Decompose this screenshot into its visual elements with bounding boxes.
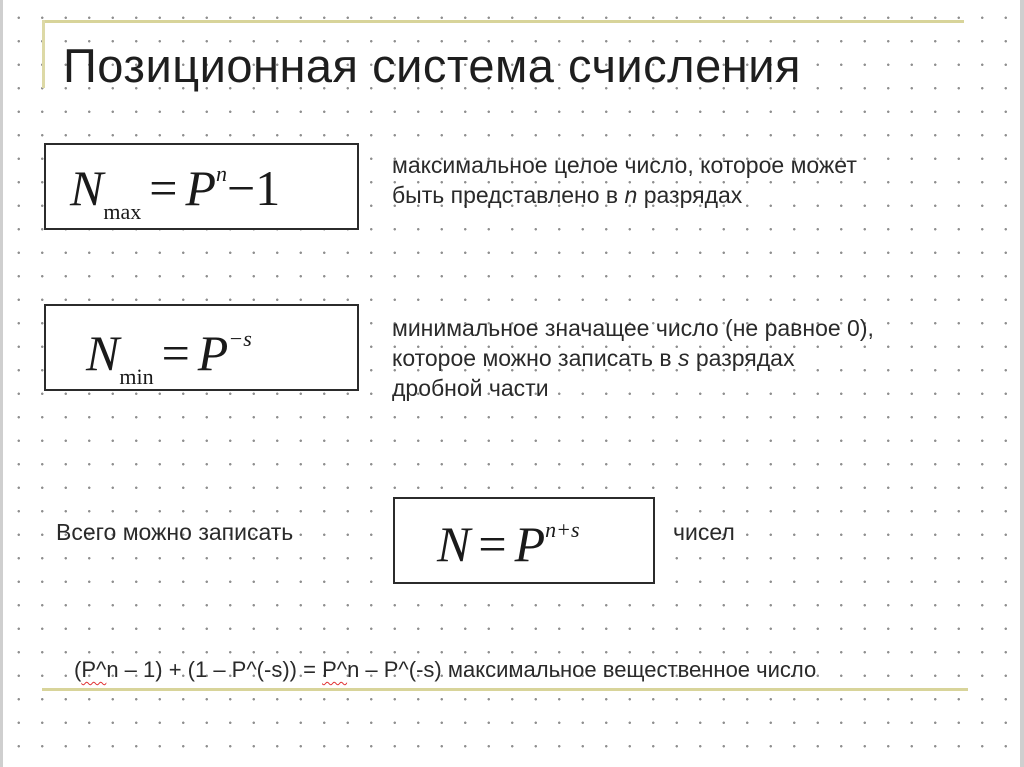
total-prefix-label: Всего можно записать	[56, 519, 294, 545]
description-min-line2-text: которое можно записать в	[392, 345, 678, 371]
description-min-line3: дробной части	[392, 375, 549, 401]
description-max-line2-end: разрядах	[637, 182, 743, 208]
bottom-text-part2: n – 1) + (1 – P^(-s)) =	[106, 657, 323, 682]
bottom-text-spellcheck-2: P^	[322, 657, 348, 682]
description-max-line2-text: быть представлено в	[392, 182, 625, 208]
formula-min-subscript: min	[119, 364, 154, 389]
formula-max-equals: =	[149, 160, 178, 216]
description-min-var-s: s	[678, 345, 690, 371]
description-min	[392, 313, 874, 403]
description-max-var-n: n	[624, 182, 638, 208]
formula-min-superscript: −s	[228, 326, 252, 351]
total-suffix-label: чисел	[673, 519, 735, 545]
formula-min-equals: =	[161, 325, 190, 381]
max-real-number-formula	[74, 657, 816, 683]
bottom-rule	[42, 688, 968, 691]
bottom-text-part1: (	[74, 657, 82, 682]
formula-max	[70, 160, 281, 224]
formula-box-total	[393, 497, 655, 584]
formula-max-P: P	[185, 160, 216, 216]
formula-box-max	[44, 143, 359, 230]
description-max-line1: максимальное целое число, которое может	[392, 152, 857, 178]
description-min-line2-end: разрядах	[689, 345, 795, 371]
formula-box-min	[44, 304, 359, 391]
formula-total-superscript: n+s	[545, 517, 580, 542]
formula-max-N: N	[70, 160, 104, 216]
formula-total-N: N	[437, 516, 471, 572]
description-min-line2	[392, 343, 874, 373]
description-max	[392, 150, 857, 210]
slide-frame-right	[1020, 0, 1024, 767]
formula-total-P: P	[514, 516, 546, 572]
formula-min-N: N	[86, 325, 120, 381]
title-side-rule	[42, 20, 45, 88]
description-max-line2	[392, 180, 857, 210]
formula-total-equals: =	[478, 516, 507, 572]
bottom-text-part3: n – P^(-s) максимальное вещественное число	[347, 657, 817, 682]
slide-title: Позиционная система счисления	[63, 39, 801, 92]
formula-max-subscript: max	[103, 199, 142, 224]
title-top-rule	[42, 20, 964, 23]
formula-min-P: P	[197, 325, 229, 381]
formula-min	[86, 325, 252, 389]
formula-max-superscript: n	[216, 161, 227, 186]
formula-total	[437, 516, 580, 572]
description-min-line1: минимальное значащее число (не равное 0),	[392, 315, 874, 341]
bottom-text-spellcheck-1: P^	[81, 657, 107, 682]
slide-frame-left	[0, 0, 3, 767]
formula-max-minus-one: −1	[227, 160, 281, 216]
